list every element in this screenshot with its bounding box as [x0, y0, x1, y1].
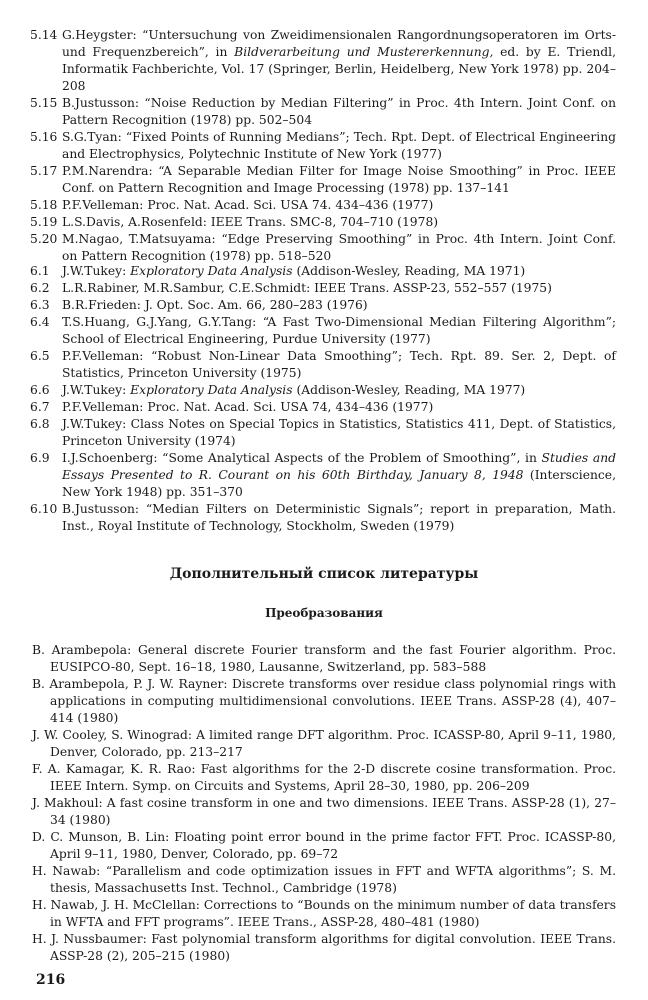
reference-item — [30, 129, 616, 163]
reference-title-italic: Exploratory Data Analysis — [130, 264, 293, 278]
reference-text-tail: (Addison-Wesley, Reading, MA 1977) — [296, 383, 526, 397]
reference-text: B.R.Frieden: J. Opt. Soc. Am. 66, 280–283 (1976) — [62, 298, 368, 312]
reference-number: 6.3 — [30, 298, 50, 312]
reference-item — [30, 399, 616, 416]
reference-number: 6.10 — [30, 502, 58, 516]
additional-reference-item: B. Arambepola: General discrete Fourier transform and the fast Fourier algorithm. Proc. EUSIPCO-80, Sept. 16–18, 1980, Lausanne, Switzerland, pp. 583–588 — [32, 643, 616, 674]
additional-reference-item: D. C. Munson, B. Lin: Floating point error bound in the prime factor FFT. Proc. ICASSP-80, April 9–11, 1980, Denver, Colorado, pp. 69–72 — [32, 830, 616, 861]
subsection-heading: Преобразования — [265, 606, 383, 620]
reference-number: 6.6 — [30, 383, 50, 397]
reference-item — [30, 214, 616, 231]
reference-text-tail: ed. by E. Triendl, Informatik Fachberichte, Vol. 17 (Springer, Berlin, Heidelberg, New York 1978) pp. 204–208 — [62, 45, 616, 93]
reference-text: L.R.Rabiner, M.R.Sambur, C.E.Schmidt: IEEE Trans. ASSP-23, 552–557 (1975) — [62, 281, 552, 295]
reference-text: P.F.Velleman: “Robust Non-Linear Data Smoothing”; Tech. Rpt. 89. Ser. 2, Dept. of Statistics, Princeton University (1975) — [62, 349, 616, 380]
reference-item — [30, 297, 616, 314]
additional-reference-item: J. W. Cooley, S. Winograd: A limited range DFT algorithm. Proc. ICASSP-80, April 9–11, 1980, Denver, Colorado, pp. 213–217 — [32, 728, 616, 759]
reference-text: B.Justusson: “Noise Reduction by Median Filtering” in Proc. 4th Intern. Joint Conf. on Pattern Recognition (1978) pp. 502–504 — [62, 96, 616, 127]
reference-text: P.M.Narendra: “A Separable Median Filter for Image Noise Smoothing” in Proc. IEEE Conf. on Pattern Recognition and Image Processing (1978) pp. 137–141 — [62, 164, 616, 195]
reference-number: 6.8 — [30, 417, 50, 431]
reference-text-tail: (Addison-Wesley, Reading, MA 1971) — [296, 264, 526, 278]
reference-item — [30, 416, 616, 450]
additional-references-list — [32, 642, 616, 965]
additional-reference-item: H. Nawab, J. H. McClellan: Corrections to “Bounds on the minimum number of data transfers in WFTA and FFT programs”. IEEE Trans., ASSP-28, 480–481 (1980) — [32, 898, 616, 929]
reference-title-italic: Studies and Essays Presented to R. Courant on his 60th Birthday, January 8, 1948 — [62, 451, 616, 482]
reference-item — [30, 348, 616, 382]
reference-text: S.G.Tyan: “Fixed Points of Running Medians”; Tech. Rpt. Dept. of Electrical Engineering and Electrophysics, Polytechnic Institute of New York (1977) — [62, 130, 616, 161]
reference-number: 6.4 — [30, 315, 50, 329]
reference-text: I.J.Schoenberg: “Some Analytical Aspects of the Problem of Smoothing”, in — [62, 451, 537, 465]
reference-number: 5.16 — [30, 130, 58, 144]
reference-number: 6.7 — [30, 400, 50, 414]
reference-item — [30, 231, 616, 265]
additional-reference-item: H. Nawab: “Parallelism and code optimization issues in FFT and WFTA algorithms”; S. M. thesis, Massachusetts Inst. Technol., Cambridge (1978) — [32, 864, 616, 895]
reference-number: 5.20 — [30, 232, 58, 246]
reference-item — [30, 450, 616, 501]
reference-text-tail: (Interscience, New York 1948) pp. 351–370 — [62, 468, 616, 499]
references-chapter-5 — [30, 27, 616, 265]
additional-reference-item: F. A. Kamagar, K. R. Rao: Fast algorithms for the 2-D discrete cosine transformation. Proc. IEEE Intern. Symp. on Circuits and Systems, April 28–30, 1980, pp. 206–209 — [32, 762, 616, 793]
reference-item — [30, 95, 616, 129]
reference-item — [30, 163, 616, 197]
reference-text: J.W.Tukey: — [62, 383, 127, 397]
reference-text: P.F.Velleman: Proc. Nat. Acad. Sci. USA 74, 434–436 (1977) — [62, 400, 434, 414]
reference-number: 6.9 — [30, 451, 50, 465]
reference-title-italic: Bildverarbeitung und Mustererkennung, — [234, 45, 494, 59]
reference-text: G.Heygster: “Untersuchung von Zweidimensionalen Rangordnungsoperatoren im Orts- und Frequenzbereich”, in — [62, 28, 616, 59]
reference-text: P.F.Velleman: Proc. Nat. Acad. Sci. USA 74. 434–436 (1977) — [62, 198, 434, 212]
reference-number: 6.2 — [30, 281, 50, 295]
reference-text: J.W.Tukey: Class Notes on Special Topics in Statistics, Statistics 411, Dept. of Statistics, Princeton University (1974) — [62, 417, 616, 448]
reference-item — [30, 280, 616, 297]
reference-item — [30, 382, 616, 399]
reference-number: 5.19 — [30, 215, 58, 229]
reference-item — [30, 27, 616, 95]
additional-reference-item: J. Makhoul: A fast cosine transform in one and two dimensions. IEEE Trans. ASSP-28 (1), 27–34 (1980) — [32, 796, 616, 827]
reference-text: M.Nagao, T.Matsuyama: “Edge Preserving Smoothing” in Proc. 4th Intern. Joint Conf. on Pattern Recognition (1978) pp. 518–520 — [62, 232, 616, 263]
references-chapter-6 — [30, 263, 616, 535]
reference-number: 5.17 — [30, 164, 58, 178]
reference-text: L.S.Davis, A.Rosenfeld: IEEE Trans. SMC-8, 704–710 (1978) — [62, 215, 439, 229]
reference-text: J.W.Tukey: — [62, 264, 127, 278]
reference-item — [30, 263, 616, 280]
reference-item — [30, 314, 616, 348]
additional-reference-item: B. Arambepola, P. J. W. Rayner: Discrete transforms over residue class polynomial rings with applications in computing multidimensional convolutions. IEEE Trans. ASSP-28 (4), 407–414 (1980) — [32, 677, 616, 725]
reference-title-italic: Exploratory Data Analysis — [130, 383, 293, 397]
additional-reference-item: H. J. Nussbaumer: Fast polynomial transform algorithms for digital convolution. IEEE Trans. ASSP-28 (2), 205–215 (1980) — [32, 932, 616, 963]
reference-number: 6.1 — [30, 264, 50, 278]
reference-number: 5.15 — [30, 96, 58, 110]
reference-number: 5.14 — [30, 28, 58, 42]
page-number: 216 — [36, 972, 66, 988]
reference-text: T.S.Huang, G.J.Yang, G.Y.Tang: “A Fast Two-Dimensional Median Filtering Algorithm”; School of Electrical Engineering, Purdue University (1977) — [62, 315, 616, 346]
reference-item — [30, 197, 616, 214]
section-heading: Дополнительный список литературы — [169, 566, 479, 582]
reference-number: 5.18 — [30, 198, 58, 212]
reference-number: 6.5 — [30, 349, 50, 363]
reference-item — [30, 501, 616, 535]
reference-text: B.Justusson: “Median Filters on Deterministic Signals”; report in preparation, Math. Inst., Royal Institute of Technology, Stockholm, Sweden (1979) — [62, 502, 616, 533]
